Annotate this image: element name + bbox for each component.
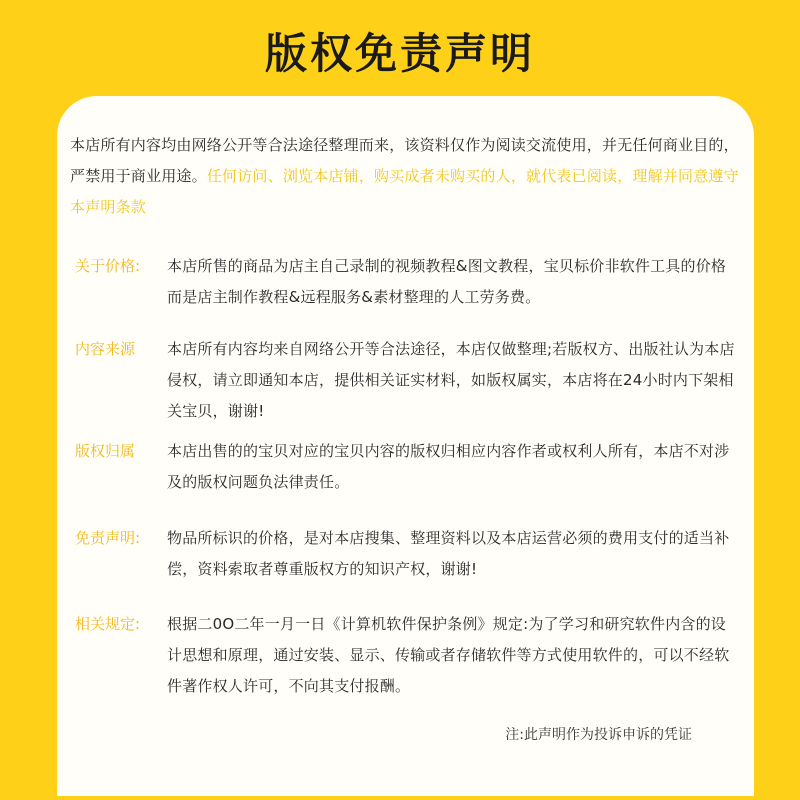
section-text-copyright: 本店出售的的宝贝对应的宝贝内容的版权归相应内容作者或权利人所有，本店不对涉及的版权问题负法律责任。 bbox=[167, 442, 730, 491]
section-label-copyright: 版权归属 bbox=[75, 442, 136, 460]
section-label-price: 关于价格: bbox=[75, 257, 141, 275]
section-text-price: 本店所售的商品为店主自己录制的视频教程&图文教程，宝贝标价非软件工具的价格而是店主制作教程&远程服务&素材整理的人工劳务费。 bbox=[167, 257, 727, 306]
section-text-source: 本店所有内容均来自网络公开等合法途径，本店仅做整理;若版权方、出版社认为本店侵权，请立即通知本店，提供相关证实材料，如版权属实，本店将在24小时内下架相关宝贝，谢谢! bbox=[167, 340, 735, 420]
footer-note: 注:此声明作为投诉申诉的凭证 bbox=[505, 727, 692, 743]
page-title: 版权免责声明 bbox=[264, 29, 535, 78]
section-label-source: 内容来源 bbox=[75, 340, 136, 358]
intro-highlight: 任何访问、浏览本店铺，购买成者未购买的人，就代表已阅读，理解并同意遵守本声明条款 bbox=[70, 167, 739, 216]
section-text-regulations: 根据二0O二年一月一日《计算机软件保护条例》规定:为了学习和研究软件内含的设计思想和原理，通过安装、显示、传输或者存储软件等方式使用软件的，可以不经软件著作权人许可，不向其支付报酬。 bbox=[167, 615, 730, 695]
section-label-disclaimer: 免责声明: bbox=[75, 529, 141, 547]
section-label-regulations: 相关规定: bbox=[75, 615, 141, 633]
section-text-disclaimer: 物品所标识的价格，是对本店搜集、整理资料以及本店运营必须的费用支付的适当补偿，资料索取者尊重版权方的知识产权，谢谢! bbox=[167, 529, 730, 578]
intro-text: 本店所有内容均由网络公开等合法途径整理而来，该资料仅作为阅读交流使用，并无任何商业目的，严禁用于商业用途。 bbox=[70, 136, 739, 185]
intro-paragraph bbox=[70, 130, 740, 223]
